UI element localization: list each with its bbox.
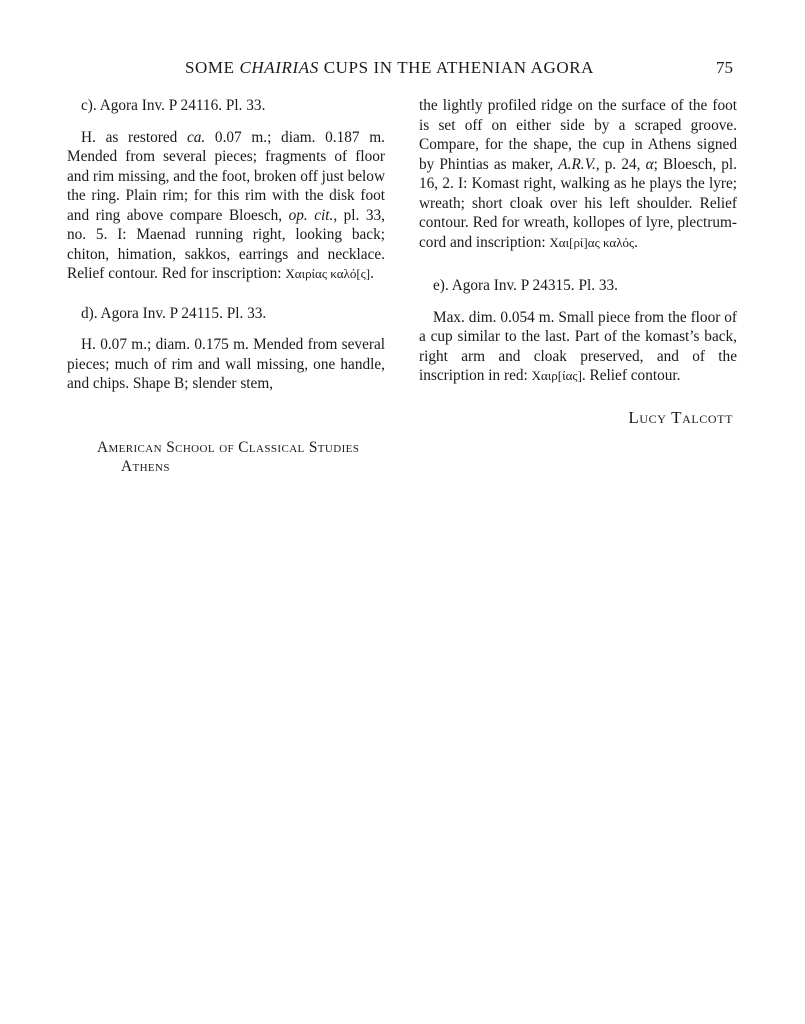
- affiliation-city: Athens: [121, 458, 170, 475]
- entry-e-body: [419, 308, 737, 386]
- page-number: 75: [716, 58, 733, 77]
- greek-inscription: Χαιρίας καλό[ς]: [285, 266, 371, 281]
- title-part: CUPS IN THE ATHENIAN AGORA: [318, 58, 595, 77]
- left-column: [67, 96, 385, 394]
- text-span: .: [634, 233, 638, 251]
- entry-c-heading: c). Agora Inv. P 24116. Pl. 33.: [81, 97, 266, 114]
- title-part: SOME: [185, 58, 240, 77]
- text-span: 0.07 m.; diam. 0.187 m. Mended from several pieces; fragments of floor and rim missing, and the foot, broken off just below the ring. Plain rim; for this rim with the disk foot and ring above compare Bloesch,: [67, 128, 385, 224]
- greek-inscription: Χαιρ[ίας]: [531, 368, 582, 383]
- entry-d-continuation: [419, 96, 737, 252]
- italic-span: α: [645, 155, 654, 173]
- right-column: [419, 96, 737, 427]
- title-italic-part: CHAIRIAS: [239, 58, 319, 77]
- text-span: .: [370, 265, 374, 282]
- affiliation-institution: American School of Classical Studies: [97, 439, 360, 456]
- text-span: the lightly profiled ridge on the surface of the foot is set off on either side by a scraped groove. Compare, for the shape, the cup in Athens signed by Phintias as maker,: [419, 97, 737, 173]
- text-span: . Relief contour.: [581, 367, 681, 384]
- italic-span: A.R.V.: [558, 155, 596, 173]
- author-signature: Lucy Talcott: [628, 407, 733, 427]
- running-header: [0, 58, 805, 80]
- entry-d-body: H. 0.07 m.; diam. 0.175 m. Mended from several pieces; much of rim and wall missing, one handle, and chips. Shape B; slender stem,: [67, 336, 385, 392]
- text-span: ; Bloesch, pl. 16, 2. I: Komast right, walking as he plays the lyre; wreath; short cloak over his left shoulder. Relief contour. Red for wreath, kollopes of lyre, plectrum-cord and inscription:: [419, 155, 737, 251]
- text-span: , pl. 33, no. 5. I: Maenad running right, looking back; chiton, himation, sakkos, earrings and necklace. Relief contour. Red for inscription:: [67, 206, 385, 282]
- text-span: H. as restored: [81, 128, 187, 146]
- entry-e-heading: e). Agora Inv. P 24315. Pl. 33.: [433, 277, 618, 294]
- italic-span: op. cit.: [288, 206, 334, 224]
- greek-inscription: Χαι[ρί]ας καλός: [549, 234, 635, 250]
- author-affiliation: [97, 438, 359, 476]
- entry-d-heading: d). Agora Inv. P 24115. Pl. 33.: [81, 304, 267, 322]
- text-span: Max. dim. 0.054 m. Small piece from the floor of a cup similar to the last. Part of the komast’s back, right arm and cloak preserved, and of the inscription in red:: [419, 308, 737, 384]
- text-span: , p. 24,: [595, 155, 646, 173]
- entry-c-body: [67, 128, 385, 284]
- italic-span: ca.: [186, 128, 206, 146]
- running-title: [185, 58, 594, 78]
